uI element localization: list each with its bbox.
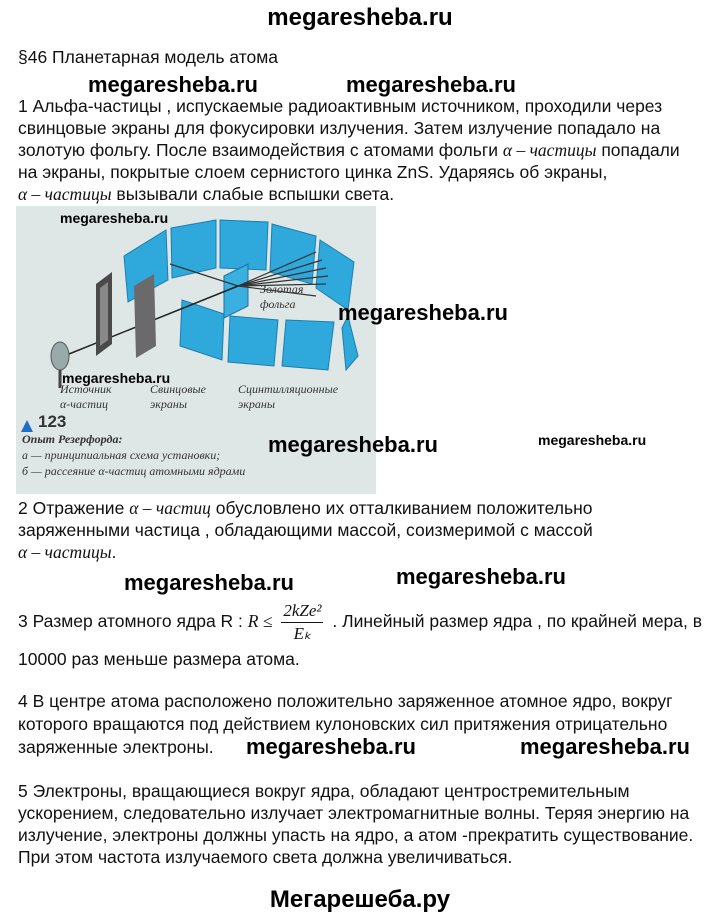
- formula-fraction: [281, 600, 323, 645]
- q2-line-3: [18, 541, 116, 563]
- watermark: megaresheba.ru: [124, 570, 294, 595]
- q2-line-1-b: обусловлено их отталкиванием положительно: [215, 498, 593, 518]
- formula-lhs: R ≤: [247, 611, 273, 631]
- formula-denominator: Eₖ: [293, 623, 312, 643]
- q5-line-3: излучение, электроны должны упасть на ядро, а атом -прекратить существование.: [18, 825, 694, 845]
- watermark: megaresheba.ru: [346, 72, 516, 97]
- q1-line-3: [18, 139, 680, 161]
- watermark: megaresheba.ru: [520, 734, 690, 759]
- watermark: megaresheba.ru: [268, 432, 438, 457]
- caption-b: б — рассеяние α-частиц атомными ядрами: [22, 464, 246, 478]
- alpha-particles-term: α – частицы: [18, 184, 112, 204]
- watermark: megaresheba.ru: [338, 300, 508, 325]
- alpha-particles-term: α – частиц: [129, 498, 211, 518]
- alpha-particles-term: α – частицы: [502, 140, 597, 160]
- q3-tail: . Линейный размер ядра , по крайней мера, в: [332, 611, 703, 631]
- watermark: megaresheba.ru: [60, 210, 169, 226]
- q1-line-3-b: попадали: [601, 140, 680, 160]
- figure-number: 123: [38, 412, 67, 431]
- source-label: Источник α-частиц: [60, 382, 112, 411]
- q1-line-2: свинцовые экраны для фокусировки излучения. Затем излучение попадало на: [18, 118, 661, 138]
- q2-line-1: [18, 497, 592, 519]
- gold-foil-label: Золотая фольга: [260, 282, 304, 311]
- header-watermark: megaresheba.ru: [267, 4, 453, 31]
- q1-line-5-b: вызывали слабые вспышки света.: [116, 184, 395, 204]
- q1-line-3-a: золотую фольгу. После взаимодействия с атомами фольги: [18, 140, 499, 160]
- q1-line-1: 1 Альфа-частицы , испускаемые радиоактивным источником, проходили через: [18, 96, 663, 116]
- footer-brand: Мегарешеба.ру: [269, 886, 451, 913]
- q4-line-3: заряженные электроны.: [18, 737, 214, 757]
- watermark: megaresheba.ru: [88, 72, 258, 97]
- q4-line-1: 4 В центре атома расположено положительно заряженное атомное ядро, вокруг: [18, 691, 673, 711]
- q3-lead: 3 Размер атомного ядра R :: [18, 611, 243, 631]
- alpha-particles-term: α – частицы: [18, 542, 112, 562]
- q2-line-2: заряженными частица , обладающими массой, соизмеримой с массой: [18, 520, 593, 540]
- watermark: megaresheba.ru: [396, 564, 566, 589]
- lead-screens-label: Свинцовые экраны: [150, 382, 206, 411]
- caption-title: Опыт Резерфорда:: [22, 432, 123, 446]
- formula-numerator: 2kZe²: [281, 600, 323, 623]
- caption-a: а — принципиальная схема установки;: [22, 448, 221, 462]
- watermark: megaresheba.ru: [246, 734, 416, 759]
- q2-line-1-a: 2 Отражение: [18, 498, 125, 518]
- q5-line-2: ускорением, следовательно излучает электромагнитные волны. Теряя энергию на: [18, 803, 690, 823]
- q5-line-1: 5 Электроны, вращающиеся вокруг ядра, обладают центростремительным: [18, 781, 630, 801]
- q3-line-2: 10000 раз меньше размера атома.: [18, 649, 300, 669]
- q3-line-1: [18, 596, 702, 646]
- q1-line-4: на экраны, покрытые слоем сернистого цинка ZnS. Ударяясь об экраны,: [18, 162, 608, 182]
- q5-line-4: При этом частота излучаемого света должна увеличиваться.: [18, 847, 513, 867]
- q2-dot: .: [111, 542, 117, 562]
- q1-line-5: [18, 183, 394, 205]
- scintillation-label: Сцинтилляционные экраны: [238, 382, 339, 411]
- section-title: §46 Планетарная модель атома: [18, 47, 279, 67]
- watermark: megaresheba.ru: [62, 370, 171, 386]
- q4-line-2: которого вращаются под действием кулоновских сил притяжения отрицательно: [18, 714, 668, 734]
- watermark: megaresheba.ru: [538, 432, 647, 448]
